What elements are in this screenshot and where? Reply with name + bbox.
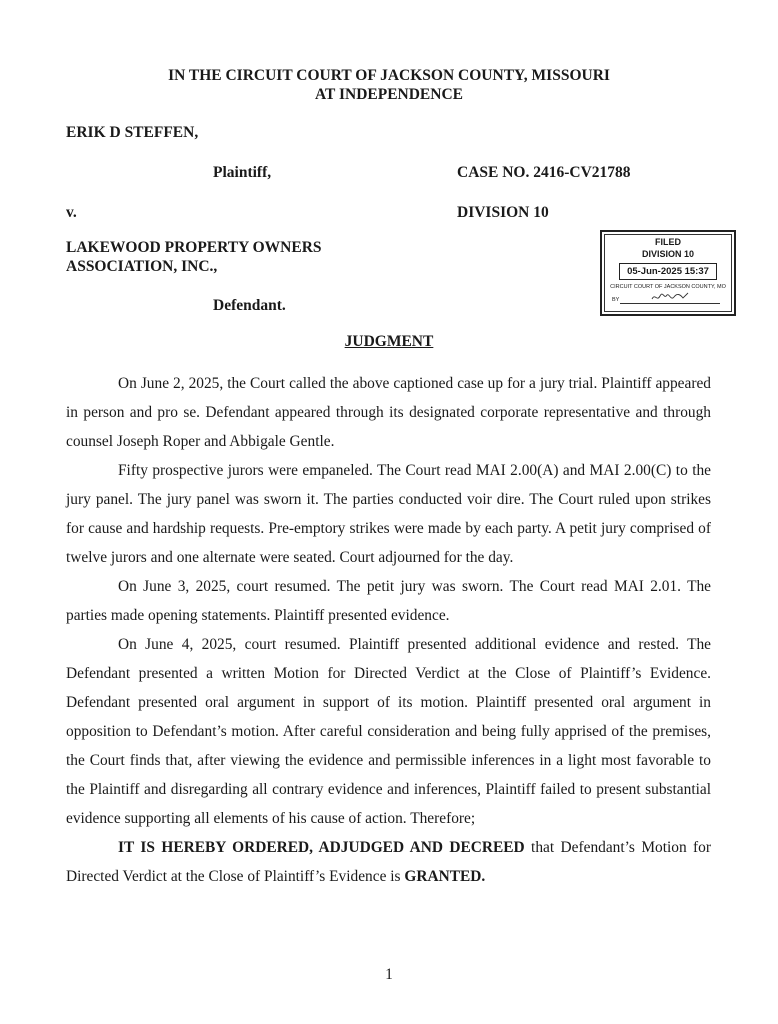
paragraph-trial-day-two: On June 3, 2025, court resumed. The petit jury was sworn. The Court read MAI 2.01. The parties made opening statements. Plaintiff presented evidence. [66, 578, 711, 624]
clerk-signature-icon [650, 290, 690, 304]
order-result: GRANTED. [404, 868, 486, 885]
plaintiff-role: Plaintiff, [213, 164, 272, 181]
plaintiff-name: ERIK D STEFFEN, [66, 124, 199, 141]
stamp-datetime: 05-Jun-2025 15:37 [619, 263, 717, 280]
filed-stamp [600, 230, 736, 316]
court-title-line2: AT INDEPENDENCE [315, 86, 463, 103]
stamp-filed-label: FILED [655, 237, 681, 247]
paragraph-trial-day-three: On June 4, 2025, court resumed. Plaintiff presented additional evidence and rested. The Defendant presented a written Motion for Directed Verdict at the Close of Plaintiff’s Evidence. Defendant presented oral argument in support of its motion. Plaintiff presented oral argument in opposition to Defendant’s motion. After careful consideration and being fully apprised of the premises, the Court finds that, after viewing the evidence and permissible inferences in a light most favorable to the Plaintiff and disregarding all contrary evidence and inferences, Plaintiff failed to present substantial evidence supporting all elements of his cause of action. Therefore; [66, 636, 711, 827]
defendant-name-line2: ASSOCIATION, INC., [66, 258, 218, 275]
court-title-line1: IN THE CIRCUIT COURT OF JACKSON COUNTY, MISSOURI [168, 67, 610, 84]
court-title [0, 66, 778, 104]
paragraph-order [66, 833, 711, 891]
order-text: that Defendant’s Motion for Directed Verdict at the Close of Plaintiff’s Evidence is [66, 839, 711, 885]
paragraph-jury-selection: Fifty prospective jurors were empaneled. The Court read MAI 2.00(A) and MAI 2.00(C) to the jury panel. The jury panel was sworn it. The parties conducted voir dire. The Court ruled upon strikes for cause and hardship requests. Pre-emptory strikes were made by each party. A petit jury comprised of twelve jurors and one alternate were seated. Court adjourned for the day. [66, 462, 711, 566]
defendant-name-line1: LAKEWOOD PROPERTY OWNERS [66, 239, 322, 256]
division-label: DIVISION 10 [457, 204, 549, 221]
judgment-body [66, 369, 711, 891]
order-decree: IT IS HEREBY ORDERED, ADJUDGED AND DECREED [118, 839, 525, 856]
defendant-role: Defendant. [213, 297, 286, 314]
stamp-division: DIVISION 10 [641, 249, 695, 259]
paragraph-trial-call: On June 2, 2025, the Court called the above captioned case up for a jury trial. Plaintiff appeared in person and pro se. Defendant appeared through its designated corporate representative and through counsel Joseph Roper and Abbigale Gentle. [66, 375, 711, 450]
stamp-by-label: BY [612, 297, 620, 303]
page-number: 1 [385, 966, 393, 983]
case-number: CASE NO. 2416-CV21788 [457, 164, 631, 181]
stamp-court-name: CIRCUIT COURT OF JACKSON COUNTY, MO [610, 284, 726, 290]
document-heading: JUDGMENT [344, 333, 434, 350]
versus-label: v. [66, 204, 77, 221]
